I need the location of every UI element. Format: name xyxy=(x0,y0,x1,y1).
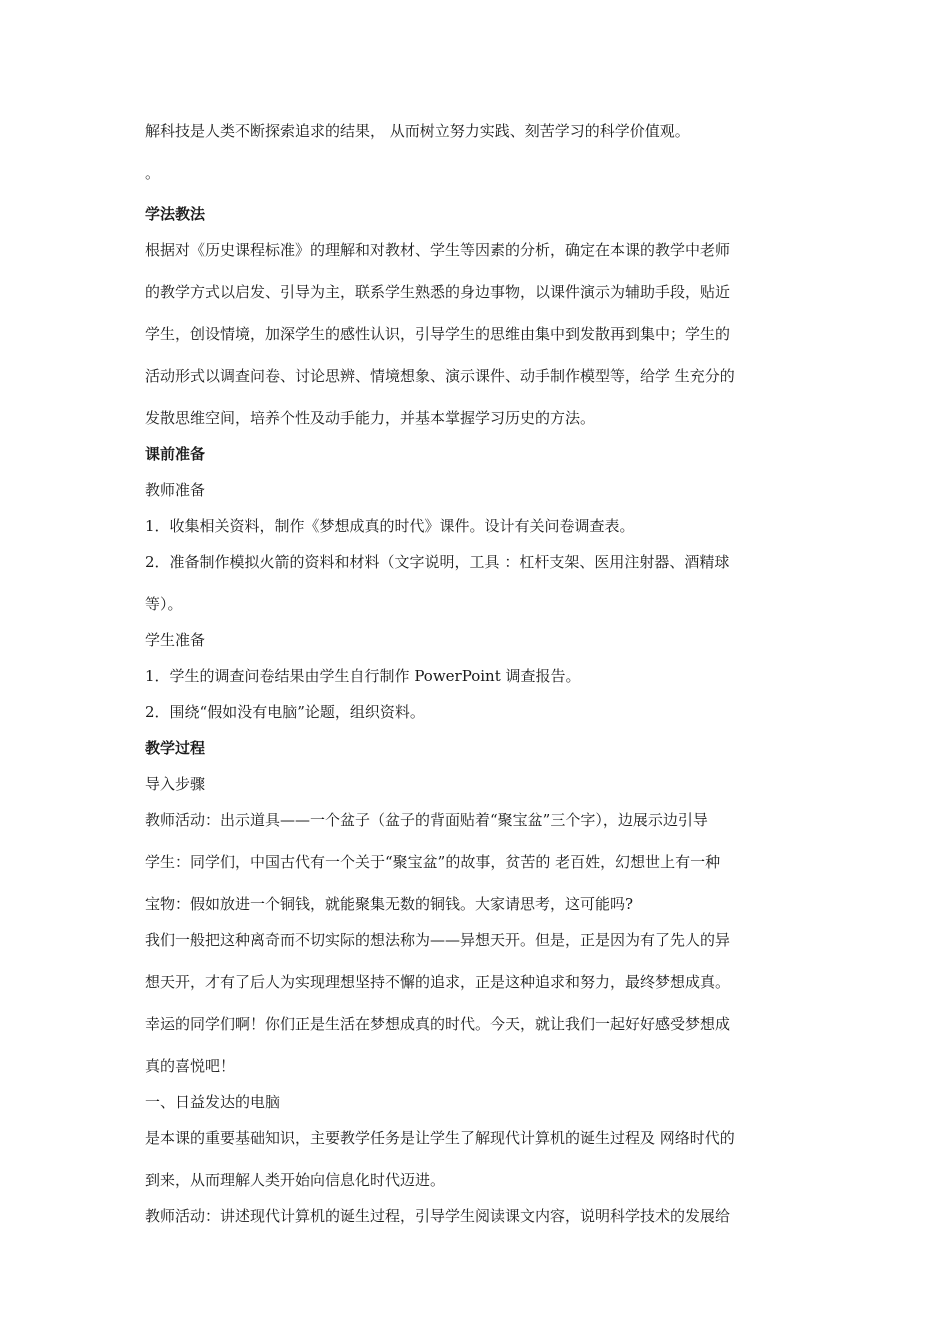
sub-label-teacher: 教师准备 xyxy=(145,481,206,499)
list-item: 1．收集相关资料，制作《梦想成真的时代》课件。设计有关问卷调查表。 xyxy=(145,517,635,535)
text-line: 教师活动：讲述现代计算机的诞生过程，引导学生阅读课文内容，说明科学技术的发展给 xyxy=(145,1207,731,1225)
text-line: 活动形式以调查问卷、讨论思辨、情境想象、演示课件、动手制作模型等，给学 生充分的 xyxy=(145,367,735,385)
text-line: 。 xyxy=(145,164,161,182)
text-line: 幸运的同学们啊！你们正是生活在梦想成真的时代。今天，就让我们一起好好感受梦想成 xyxy=(145,1015,731,1033)
section-heading-process: 教学过程 xyxy=(145,739,206,757)
list-item-continued: 等）。 xyxy=(145,595,183,613)
section-heading-method: 学法教法 xyxy=(145,205,206,223)
text-line: 的教学方式以启发、引导为主，联系学生熟悉的身边事物，以课件演示为辅助手段，贴近 xyxy=(145,283,731,301)
text-line: 到来，从而理解人类开始向信息化时代迈进。 xyxy=(145,1171,446,1189)
text-line: 学生：同学们，中国古代有一个关于“聚宝盆”的故事，贫苦的 老百姓，幻想世上有一种 xyxy=(145,853,721,871)
sub-label-intro: 导入步骤 xyxy=(145,775,206,793)
sub-heading-computer: 一、日益发达的电脑 xyxy=(145,1093,281,1111)
list-item: 2．准备制作模拟火箭的资料和材料（文字说明，工具 ：杠杆支架、医用注射器、酒精球 xyxy=(145,553,730,571)
text-line: 发散思维空间，培养个性及动手能力，并基本掌握学习历史的方法。 xyxy=(145,409,596,427)
section-heading-prep: 课前准备 xyxy=(145,445,206,463)
text-line: 宝物：假如放进一个铜钱，就能聚集无数的铜钱。大家请思考，这可能吗? xyxy=(145,895,634,913)
text-line: 我们一般把这种离奇而不切实际的想法称为——异想天开。但是，正是因为有了先人的异 xyxy=(145,931,731,949)
text-line: 解科技是人类不断探索追求的结果， 从而树立努力实践、刻苦学习的科学价值观。 xyxy=(145,122,690,140)
list-item: 2．围绕“假如没有电脑”论题，组织资料。 xyxy=(145,703,425,721)
text-line: 教师活动：出示道具——一个盆子（盆子的背面贴着“聚宝盆”三个字），边展示边引导 xyxy=(145,811,708,829)
text-line: 是本课的重要基础知识，主要教学任务是让学生了解现代计算机的诞生过程及 网络时代的 xyxy=(145,1129,735,1147)
list-item: 1．学生的调查问卷结果由学生自行制作 PowerPoint 调查报告。 xyxy=(145,667,581,685)
text-line: 根据对《历史课程标准》的理解和对教材、学生等因素的分析，确定在本课的教学中老师 xyxy=(145,241,731,259)
sub-label-student: 学生准备 xyxy=(145,631,206,649)
text-line: 学生，创设情境，加深学生的感性认识，引导学生的思维由集中到发散再到集中；学生的 xyxy=(145,325,731,343)
text-line: 真的喜悦吧！ xyxy=(145,1057,236,1075)
text-line: 想天开，才有了后人为实现理想坚持不懈的追求，正是这种追求和努力，最终梦想成真。 xyxy=(145,973,731,991)
document-page xyxy=(145,120,810,1227)
